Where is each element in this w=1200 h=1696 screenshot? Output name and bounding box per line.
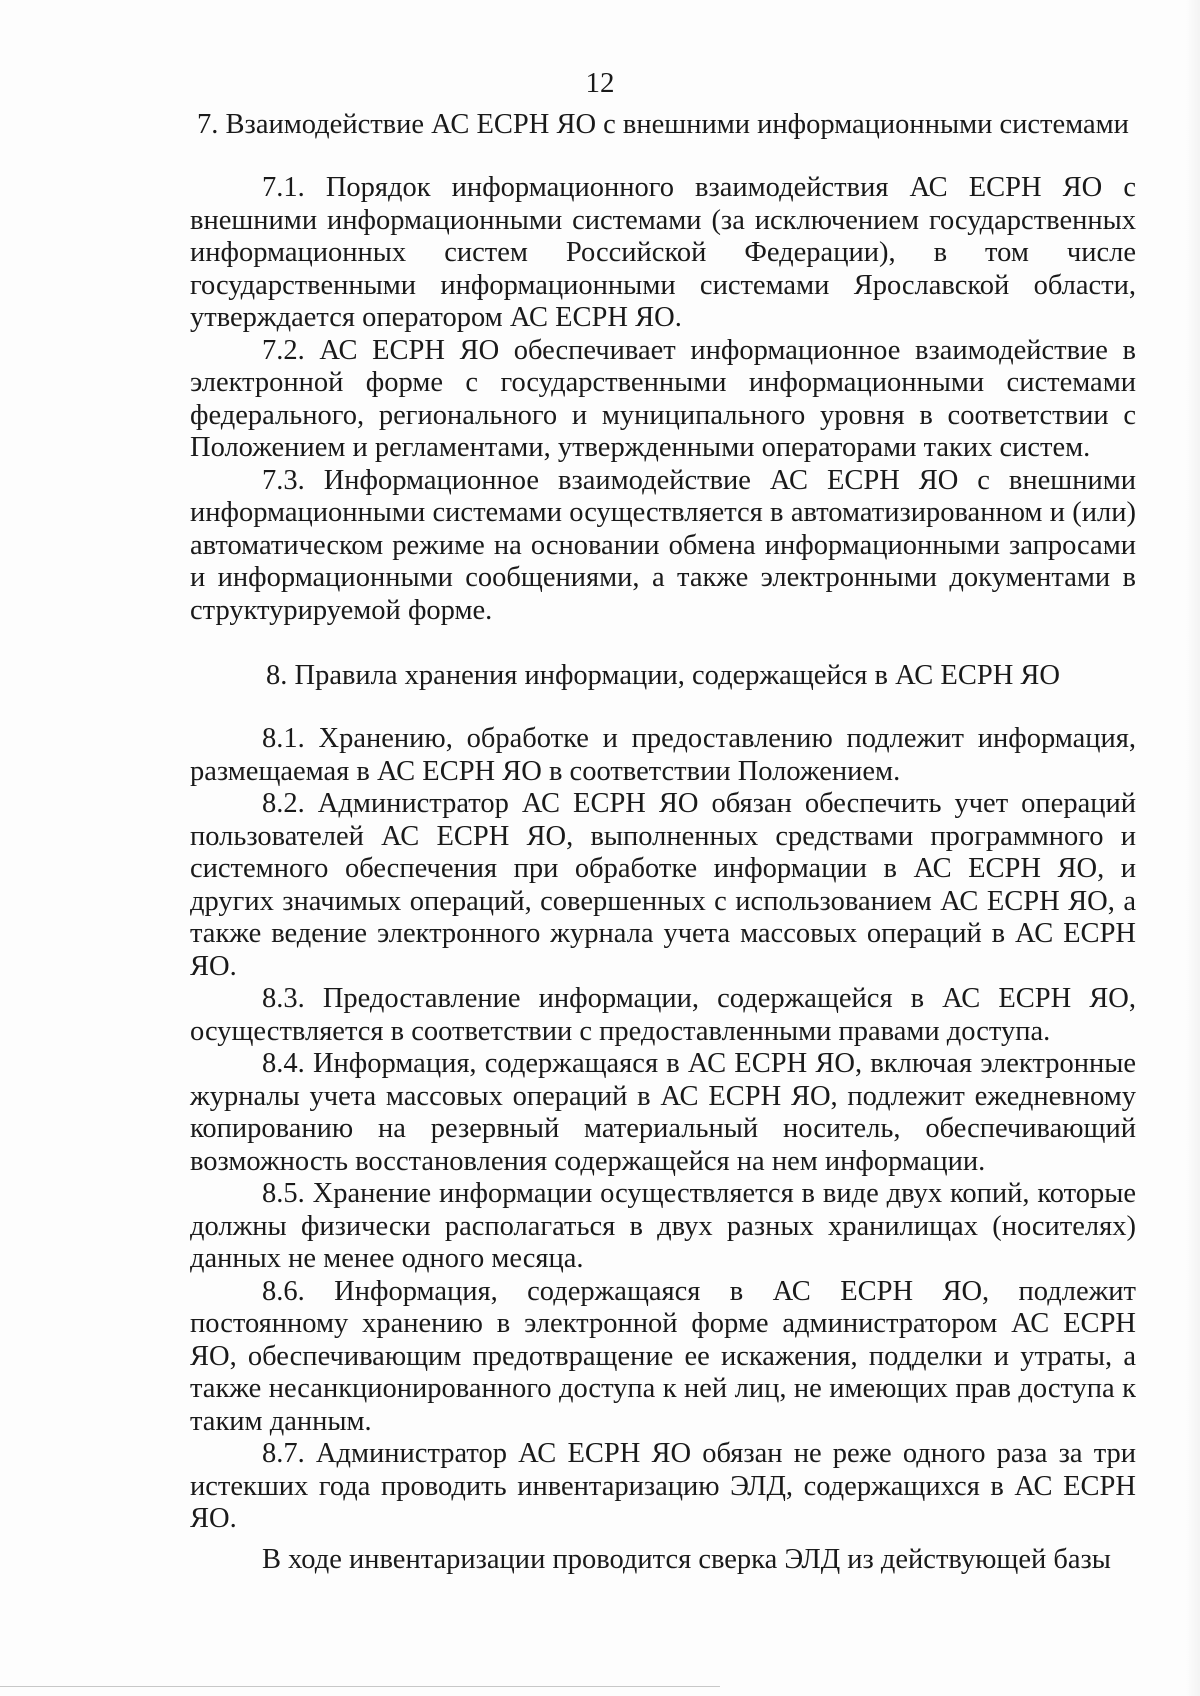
section-8-heading: 8. Правила хранения информации, содержащейся в АС ЕСРН ЯО: [265, 660, 1060, 691]
paragraph-8-3: 8.3. Предоставление информации, содержащейся в АС ЕСРН ЯО, осуществляется в соответствии с предоставленными правами доступа.: [190, 983, 1136, 1047]
section-7-heading: 7. Взаимодействие АС ЕСРН ЯО с внешними информационными системами: [197, 109, 1129, 140]
paragraph-8-1: 8.1. Хранению, обработке и предоставлению подлежит информация, размещаемая в АС ЕСРН ЯО в соответствии Положением.: [190, 723, 1136, 787]
paragraph-8-6: 8.6. Информация, содержащаяся в АС ЕСРН ЯО, подлежит постоянному хранению в электронной форме администратором АС ЕСРН ЯО, обеспечивающим предотвращение ее искажения, подделки и утраты, а также несанкционированного доступа к ней лиц, не имеющих прав доступа к таким данным.: [190, 1275, 1136, 1437]
document-body: [190, 108, 1136, 1576]
paragraph-8-4: 8.4. Информация, содержащаяся в АС ЕСРН ЯО, включая электронные журналы учета массовых операций в АС ЕСРН ЯО, подлежит ежедневному копированию на резервный материальный носитель, обеспечивающий возможность восстановления содержащейся на нем информации.: [190, 1048, 1136, 1177]
paragraph-7-1: 7.1. Порядок информационного взаимодействия АС ЕСРН ЯО с внешними информационными системами (за исключением государственных информационных систем Российской Федерации), в том числе государственными информационными системами Ярославской области, утверждается оператором АС ЕСРН ЯО.: [190, 172, 1136, 333]
scan-edge-shade: [1186, 0, 1200, 1696]
paragraph-7-3: 7.3. Информационное взаимодействие АС ЕСРН ЯО с внешними информационными системами осуществляется в автоматизированном и (или) автоматическом режиме на основании обмена информационными запросами и информационными сообщениями, а также электронными документами в структурируемой форме.: [190, 464, 1136, 626]
paragraph-8-7: 8.7. Администратор АС ЕСРН ЯО обязан не реже одного раза за три истекших года проводить инвентаризацию ЭЛД, содержащихся в АС ЕСРН ЯО.: [190, 1438, 1136, 1534]
paragraph-7-2: 7.2. АС ЕСРН ЯО обеспечивает информационное взаимодействие в электронной форме с государственными информационными системами федерального, регионального и муниципального уровня в соответствии с Положением и регламентами, утвержденными операторами таких систем.: [190, 334, 1136, 463]
paragraph-8-2: 8.2. Администратор АС ЕСРН ЯО обязан обеспечить учет операций пользователей АС ЕСРН ЯО, выполненных средствами программного и системного обеспечения при обработке информации в АС ЕСРН ЯО, и других значимых операций, совершенных с использованием АС ЕСРН ЯО, а также ведение электронного журнала учета массовых операций в АС ЕСРН ЯО.: [190, 788, 1136, 982]
scan-bottom-rule: [0, 1686, 720, 1687]
paragraph-8-5: 8.5. Хранение информации осуществляется в виде двух копий, которые должны физически располагаться в двух разных хранилищах (носителях) данных не менее одного месяца.: [190, 1178, 1136, 1274]
paragraph-inventory: В ходе инвентаризации проводится сверка ЭЛД из действующей базы: [262, 1543, 1111, 1575]
page-number: 12: [585, 67, 615, 99]
